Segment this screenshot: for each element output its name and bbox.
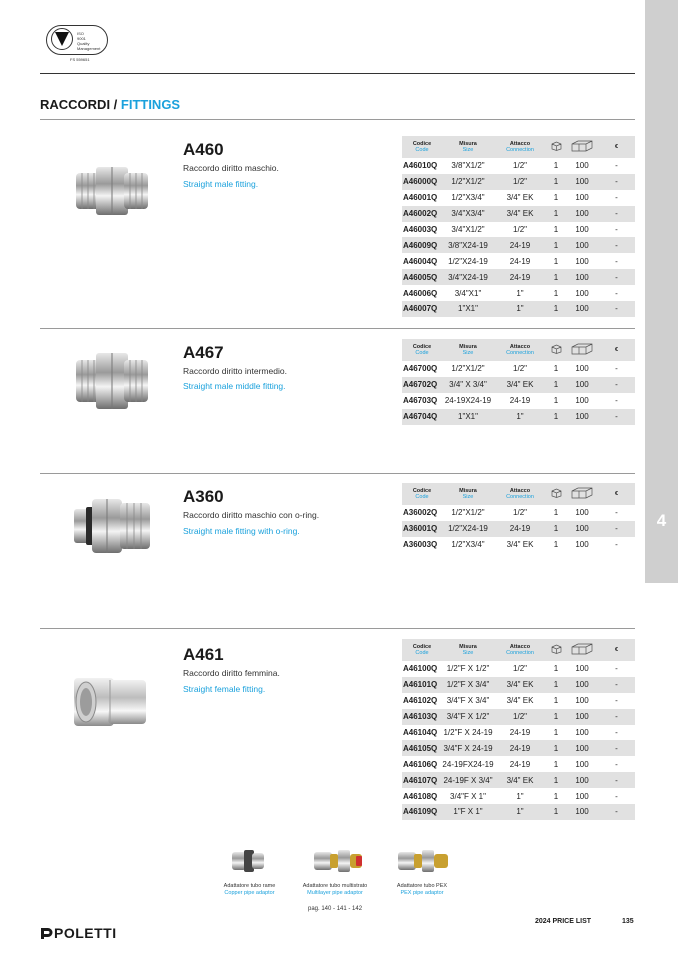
header-code: Codice Code: [402, 339, 442, 361]
iso-certification-logo: [46, 25, 108, 55]
chapter-number: 4: [656, 511, 667, 530]
page-number: 135: [622, 918, 634, 925]
table-row: A46703Q 24-19X24-19 24-19 1 100 -: [403, 396, 618, 406]
header-size: Misura Size: [442, 136, 494, 158]
table-row: A36002Q 1/2"X1/2" 1/2" 1 100 -: [403, 508, 618, 518]
table-row: A46108Q 3/4"F X 1" 1" 1 100 -: [403, 791, 618, 801]
pex-adaptor-image: [396, 846, 450, 874]
pack-icon: [566, 483, 598, 505]
cert-caption: FS 559651: [70, 57, 90, 62]
product-description-it: Raccordo diritto femmina.: [183, 668, 280, 678]
header-price: €: [598, 639, 635, 661]
price-table-a460: [402, 136, 635, 317]
pack-icon: [566, 136, 598, 158]
header-connection: Attacco Connection: [494, 339, 546, 361]
header-size: Misura Size: [442, 483, 494, 505]
header-rule: [40, 73, 635, 74]
table-row: A46010Q 3/8"X1/2" 1/2" 1 100 -: [403, 161, 618, 171]
product-description-en: Straight male fitting.: [183, 179, 259, 189]
table-row: A36003Q 1/2"X3/4" 3/4" EK 1 100 -: [403, 540, 618, 550]
box-icon: [546, 639, 566, 661]
header-connection: Attacco Connection: [494, 483, 546, 505]
product-divider: [40, 628, 635, 629]
table-row: A46100Q 1/2"F X 1/2" 1/2" 1 100 -: [403, 664, 618, 674]
table-row: A46000Q 1/2"X1/2" 1/2" 1 100 -: [402, 174, 635, 190]
table-row: A46005Q 3/4"X24-19 24-19 1 100 -: [402, 269, 635, 285]
pack-icon: [566, 639, 598, 661]
table-row: A46700Q 1/2"X1/2" 1/2" 1 100 -: [403, 364, 618, 374]
price-table-a360: [402, 483, 635, 553]
chapter-side-tab: [645, 0, 678, 583]
male-fitting-image: [74, 163, 150, 219]
multilayer-adaptor-image: [312, 846, 364, 874]
certification-triangle-icon: [55, 32, 69, 46]
header-price: €: [598, 483, 635, 505]
table-row: A46004Q 1/2"X24-19 24-19 1 100 -: [403, 256, 618, 266]
table-row: A46002Q 3/4"X3/4" 3/4" EK 1 100 -: [402, 206, 635, 222]
header-connection: Attacco Connection: [494, 136, 546, 158]
product-divider: [40, 328, 635, 329]
box-icon: [546, 136, 566, 158]
middle-fitting-image: [74, 350, 150, 412]
table-row: A46006Q 3/4"X1" 1" 1 100 -: [403, 288, 618, 298]
table-header: [402, 136, 635, 158]
product-description-it: Raccordo diritto maschio con o-ring.: [183, 510, 320, 520]
accessory-pex: Adattatore tubo PEX PEX pipe adaptor: [396, 883, 448, 896]
product-description-it: Raccordo diritto maschio.: [183, 163, 279, 173]
section-title: RACCORDI / FITTINGS: [40, 97, 181, 112]
table-header: [402, 483, 635, 505]
accessories-page-reference: pag. 140 - 141 - 142: [308, 906, 363, 912]
copper-adaptor-image: [230, 846, 266, 874]
female-fitting-image: [72, 674, 148, 730]
table-row: A46003Q 3/4"X1/2" 1/2" 1 100 -: [403, 225, 618, 234]
product-code: A360: [183, 487, 224, 506]
table-row: A46702Q 3/4" X 3/4" 3/4" EK 1 100 -: [402, 377, 635, 393]
product-description-en: Straight male fitting with o-ring.: [183, 526, 300, 536]
box-icon: [546, 483, 566, 505]
cert-lines: ISO 9001 Quality Management: [77, 31, 101, 51]
header-connection: Attacco Connection: [494, 639, 546, 661]
table-row: A46001Q 1/2"X3/4" 3/4" EK 1 100 -: [403, 193, 618, 203]
product-code: A461: [183, 645, 224, 664]
poletti-mark-icon: [40, 926, 54, 939]
box-icon: [546, 339, 566, 361]
table-row: A46104Q 1/2"F X 24-19 24-19 1 100 -: [403, 728, 618, 737]
product-description-en: Straight female fitting.: [183, 684, 266, 694]
header-code: Codice Code: [402, 639, 442, 661]
table-header: [402, 339, 635, 361]
table-row: A46009Q 3/8"X24-19 24-19 1 100 -: [402, 237, 635, 253]
product-description-en: Straight male middle fitting.: [183, 381, 286, 391]
header-size: Misura Size: [442, 339, 494, 361]
price-list-label: 2024 PRICE LIST: [535, 918, 592, 925]
header-code: Codice Code: [402, 483, 442, 505]
table-row: A46105Q 3/4"F X 24-19 24-19 1 100 -: [402, 740, 635, 756]
table-row: A46007Q 1"X1" 1" 1 100 -: [402, 301, 635, 317]
table-row: A46704Q 1"X1" 1" 1 100 -: [402, 409, 635, 425]
product-divider: [40, 473, 635, 474]
table-header: [402, 639, 635, 661]
pack-icon: [566, 339, 598, 361]
brand-logo: POLETTI: [40, 925, 117, 941]
accessory-multilayer: Adattatore tubo multistrato Multilayer pipe adaptor: [302, 883, 368, 896]
product-code: A460: [183, 140, 224, 159]
table-row: A46109Q 1"F X 1" 1" 1 100 -: [402, 804, 635, 820]
header-price: €: [598, 136, 635, 158]
section-rule: [40, 119, 635, 120]
accessory-copper: Adattatore tubo rame Copper pipe adaptor: [223, 883, 276, 896]
header-code: Codice Code: [402, 136, 442, 158]
oring-fitting-image: [72, 495, 152, 557]
product-code: A467: [183, 343, 224, 362]
product-description-it: Raccordo diritto intermedio.: [183, 366, 287, 376]
table-row: A36001Q 1/2"X24-19 24-19 1 100 -: [402, 521, 635, 537]
table-row: A46103Q 3/4"F X 1/2" 1/2" 1 100 -: [402, 709, 635, 725]
price-table-a467: [402, 339, 635, 425]
header-size: Misura Size: [442, 639, 494, 661]
table-row: A46106Q 24-19FX24-19 24-19 1 100 -: [403, 759, 618, 769]
table-row: A46107Q 24-19F X 3/4" 3/4" EK 1 100 -: [402, 772, 635, 788]
table-row: A46101Q 1/2"F X 3/4" 3/4" EK 1 100 -: [402, 677, 635, 693]
price-table-a461: [402, 639, 635, 820]
header-price: €: [598, 339, 635, 361]
table-row: A46102Q 3/4"F X 3/4" 3/4" EK 1 100 -: [403, 696, 618, 706]
